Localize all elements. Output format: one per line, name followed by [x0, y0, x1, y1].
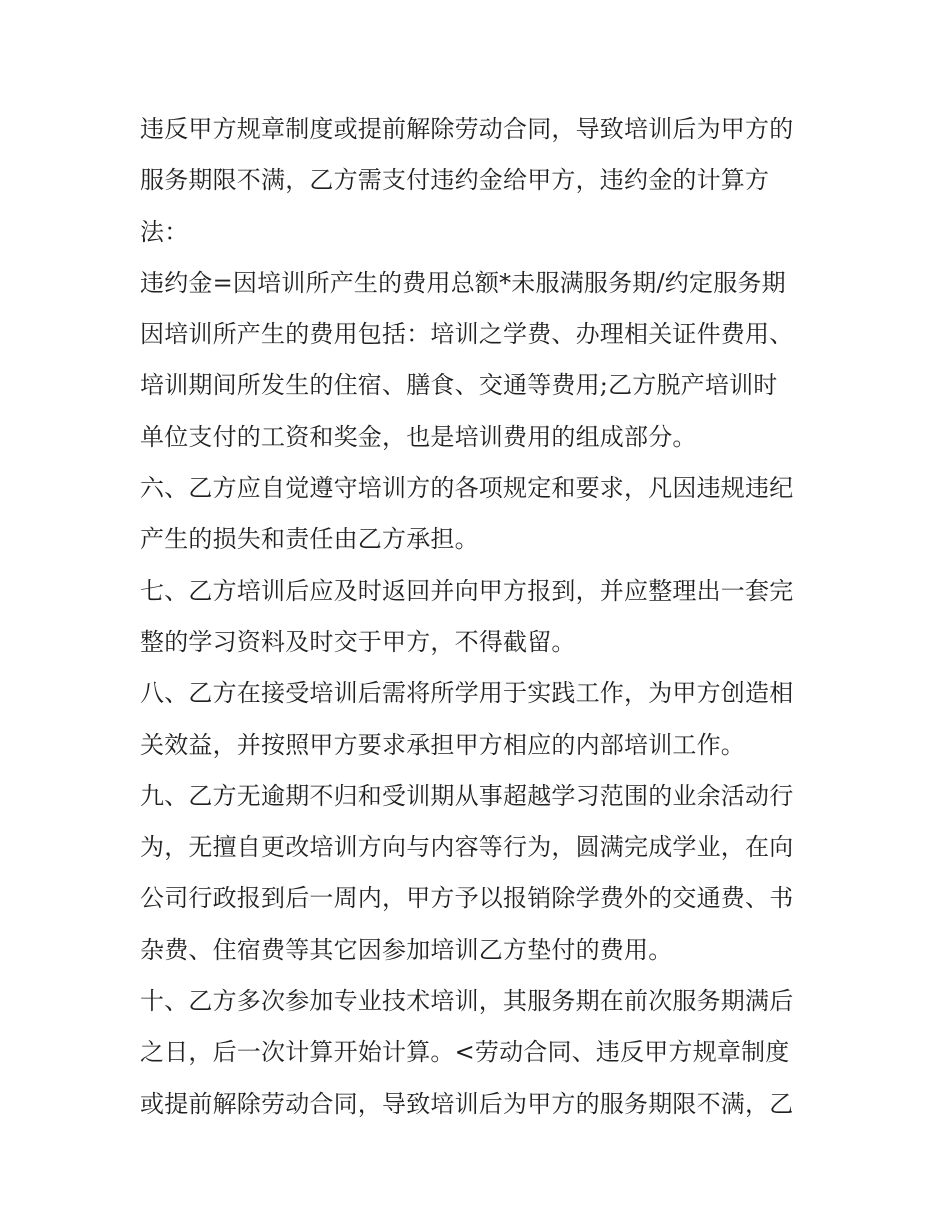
text-line: 公司行政报到后一周内，甲方予以报销除学费外的交通费、书 [140, 884, 794, 913]
text-line: 单位支付的工资和奖金，也是培训费用的组成部分。 [140, 422, 697, 451]
text-line: 为，无擅自更改培训方向与内容等行为，圆满完成学业，在向 [140, 833, 794, 862]
text-line: 整的学习资料及时交于甲方，不得截留。 [140, 627, 576, 656]
clause-nine: 九、乙方无逾期不归和受训期从事超越学习范围的业余活动行 [140, 781, 794, 810]
text-line: 培训期间所发生的住宿、膳食、交通等费用;乙方脱产培训时 [140, 371, 778, 400]
text-line: 违反甲方规章制度或提前解除劳动合同，导致培训后为甲方的 [140, 115, 794, 143]
text-line: 违约金=因培训所产生的费用总额*未服满服务期/约定服务期 [140, 268, 786, 297]
text-line: 或提前解除劳动合同，导致培训后为甲方的服务期限不满，乙 [140, 1089, 794, 1118]
text-line: 之日，后一次计算开始计算。<劳动合同、违反甲方规章制度 [140, 1038, 790, 1067]
text-line: 关效益，并按照甲方要求承担甲方相应的内部培训工作。 [140, 730, 745, 759]
text-line: 因培训所产生的费用包括：培训之学费、办理相关证件费用、 [140, 320, 794, 349]
clause-ten: 十、乙方多次参加专业技术培训，其服务期在前次服务期满后 [140, 987, 794, 1016]
text-line: 产生的损失和责任由乙方承担。 [140, 525, 479, 554]
clause-six: 六、乙方应自觉遵守培训方的各项规定和要求，凡因违规违纪 [140, 474, 794, 503]
document-body [140, 104, 820, 1130]
text-line: 杂费、住宿费等其它因参加培训乙方垫付的费用。 [140, 935, 673, 964]
text-line: 法： [140, 217, 189, 246]
text-line: 服务期限不满，乙方需支付违约金给甲方，违约金的计算方 [140, 166, 770, 195]
clause-eight: 八、乙方在接受培训后需将所学用于实践工作，为甲方创造相 [140, 679, 794, 708]
clause-seven: 七、乙方培训后应及时返回并向甲方报到，并应整理出一套完 [140, 576, 794, 605]
